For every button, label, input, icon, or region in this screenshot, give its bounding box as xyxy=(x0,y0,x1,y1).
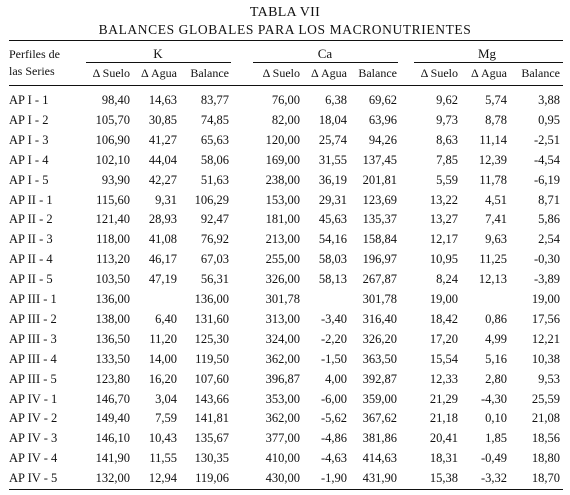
cell-mg-balance: 9,53 xyxy=(538,371,560,386)
cell-mg-agua: 9,63 xyxy=(485,232,507,247)
cell-ca-suelo: 301,78 xyxy=(265,292,300,306)
group-header-mg: Mg xyxy=(477,46,497,61)
cell-k-balance: 136,00 xyxy=(194,292,229,306)
cell-k-balance: 107,60 xyxy=(194,371,229,386)
cell-k-agua: 12,94 xyxy=(148,471,177,486)
cell-k-suelo: 113,20 xyxy=(96,252,130,267)
cell-mg-balance: 2,54 xyxy=(538,232,560,247)
cell-k-suelo: 149,40 xyxy=(95,411,130,426)
cell-k-agua: 30,85 xyxy=(148,112,177,127)
top-rule xyxy=(9,40,563,41)
cell-k-agua: 14,63 xyxy=(148,93,177,107)
subheader-ca-agua: Δ Agua xyxy=(310,66,347,80)
cell-k-agua: 46,17 xyxy=(148,252,177,267)
cell-k-agua: 14,00 xyxy=(148,351,177,366)
cell-k-agua: 42,27 xyxy=(148,172,177,187)
cell-mg-agua: 8,78 xyxy=(485,112,507,127)
cell-mg-agua: 11,25 xyxy=(479,252,507,267)
cell-mg-suelo: 21,29 xyxy=(429,391,458,406)
cell-ca-agua: -2,20 xyxy=(320,331,347,346)
cell-mg-suelo: 8,24 xyxy=(436,272,458,287)
cell-k-suelo: 121,40 xyxy=(95,212,130,227)
cell-mg-agua: 4,51 xyxy=(485,192,507,207)
cell-k-suelo: 98,40 xyxy=(101,93,130,107)
cell-ca-agua: -3,40 xyxy=(320,311,347,326)
cell-mg-agua: 1,85 xyxy=(485,431,507,446)
cell-k-balance: 130,35 xyxy=(194,451,229,466)
cell-ca-agua: 58,13 xyxy=(318,272,347,287)
cell-k-balance: 58,06 xyxy=(200,152,229,167)
cell-k-suelo: 93,90 xyxy=(101,172,130,187)
group-header-k: K xyxy=(153,46,163,61)
group-rule-ca xyxy=(253,62,398,63)
cell-ca-suelo: 255,00 xyxy=(265,252,300,267)
row-label: AP II - 2 xyxy=(9,212,53,227)
cell-k-balance: 56,31 xyxy=(200,272,229,287)
cell-mg-suelo: 17,20 xyxy=(429,331,458,346)
cell-mg-agua: 5,16 xyxy=(485,351,507,366)
cell-k-suelo: 138,00 xyxy=(95,311,130,326)
subheader-k-agua: Δ Agua xyxy=(140,66,177,80)
cell-k-suelo: 136,00 xyxy=(95,292,130,306)
cell-ca-agua: 25,74 xyxy=(318,132,347,147)
cell-ca-suelo: 326,00 xyxy=(265,272,300,287)
table-title: TABLA VII xyxy=(249,5,321,20)
cell-k-suelo: 115,60 xyxy=(96,192,130,207)
cell-mg-agua: 12,39 xyxy=(478,152,507,167)
cell-mg-balance: -3,89 xyxy=(533,272,560,287)
cell-k-suelo: 123,80 xyxy=(95,371,130,386)
cell-k-suelo: 141,90 xyxy=(95,451,130,466)
cell-ca-suelo: 410,00 xyxy=(265,451,300,466)
cell-k-agua: 9,31 xyxy=(155,192,177,207)
cell-mg-agua: 11,14 xyxy=(479,132,507,147)
cell-k-suelo: 133,50 xyxy=(95,351,130,366)
cell-ca-balance: 123,69 xyxy=(362,192,397,207)
subheader-mg-agua: Δ Agua xyxy=(470,66,507,80)
cell-k-agua: 6,40 xyxy=(155,311,177,326)
cell-mg-suelo: 18,31 xyxy=(429,451,458,466)
cell-k-balance: 143,66 xyxy=(194,391,229,406)
cell-k-suelo: 132,00 xyxy=(95,471,130,486)
cell-k-balance: 119,50 xyxy=(195,351,229,366)
row-label: AP III - 4 xyxy=(9,351,57,366)
cell-ca-suelo: 153,00 xyxy=(265,192,300,207)
row-label: AP III - 3 xyxy=(9,331,57,346)
cell-k-suelo: 136,50 xyxy=(95,331,130,346)
cell-ca-balance: 392,87 xyxy=(362,371,397,386)
cell-mg-balance: 10,38 xyxy=(531,351,560,366)
cell-k-balance: 83,77 xyxy=(200,93,229,107)
cell-k-balance: 76,92 xyxy=(200,232,229,247)
cell-mg-balance: 8,71 xyxy=(538,192,560,207)
cell-k-agua: 47,19 xyxy=(148,272,177,287)
cell-mg-agua: 7,41 xyxy=(485,212,507,227)
cell-k-balance: 135,67 xyxy=(194,431,229,446)
row-label: AP I - 3 xyxy=(9,132,49,147)
cell-mg-balance: 0,95 xyxy=(538,112,560,127)
row-label: AP IV - 1 xyxy=(9,391,58,406)
cell-mg-suelo: 9,62 xyxy=(436,93,458,107)
cell-mg-agua: 12,13 xyxy=(478,272,507,287)
row-label: AP I - 2 xyxy=(9,112,49,127)
cell-mg-balance: 19,00 xyxy=(531,292,560,306)
cell-ca-balance: 135,37 xyxy=(362,212,397,227)
row-label: AP IV - 5 xyxy=(9,471,58,486)
cell-ca-suelo: 238,00 xyxy=(265,172,300,187)
cell-mg-agua: 5,74 xyxy=(485,93,507,107)
cell-k-suelo: 118,00 xyxy=(96,232,130,247)
cell-ca-suelo: 324,00 xyxy=(265,331,300,346)
cell-ca-suelo: 169,00 xyxy=(265,152,300,167)
row-label: AP IV - 3 xyxy=(9,431,58,446)
cell-k-balance: 74,85 xyxy=(200,112,229,127)
cell-k-agua: 7,59 xyxy=(155,411,177,426)
cell-mg-balance: -2,51 xyxy=(533,132,560,147)
cell-ca-agua: -1,90 xyxy=(320,471,347,486)
cell-k-suelo: 146,70 xyxy=(95,391,130,406)
row-label: AP II - 1 xyxy=(9,192,53,207)
cell-mg-suelo: 20,41 xyxy=(429,431,458,446)
header-rule xyxy=(9,85,563,86)
cell-ca-balance: 431,90 xyxy=(362,471,397,486)
cell-ca-balance: 201,81 xyxy=(362,172,397,187)
cell-ca-agua: 45,63 xyxy=(318,212,347,227)
cell-ca-agua: -4,63 xyxy=(320,451,347,466)
subheader-ca-suelo: Δ Suelo xyxy=(262,66,300,80)
cell-mg-suelo: 9,73 xyxy=(436,112,458,127)
cell-mg-agua: 0,86 xyxy=(485,311,507,326)
cell-ca-balance: 301,78 xyxy=(362,292,397,306)
table-subtitle: BALANCES GLOBALES PARA LOS MACRONUTRIENTES xyxy=(98,22,472,37)
cell-mg-suelo: 8,63 xyxy=(436,132,458,147)
cell-ca-suelo: 362,00 xyxy=(265,351,300,366)
cell-ca-balance: 414,63 xyxy=(362,451,397,466)
cell-ca-balance: 359,00 xyxy=(362,391,397,406)
cell-k-agua: 10,43 xyxy=(148,431,177,446)
row-label: AP IV - 4 xyxy=(9,451,58,466)
cell-mg-suelo: 10,95 xyxy=(429,252,458,267)
cell-k-balance: 141,81 xyxy=(194,411,229,426)
cell-ca-suelo: 362,00 xyxy=(265,411,300,426)
cell-ca-suelo: 396,87 xyxy=(265,371,300,386)
cell-ca-agua: 36,19 xyxy=(318,172,347,187)
cell-k-balance: 131,60 xyxy=(194,311,229,326)
stub-header-line-1: Perfiles de xyxy=(9,47,60,61)
cell-ca-suelo: 82,00 xyxy=(271,112,300,127)
cell-mg-balance: 3,88 xyxy=(538,93,560,107)
cell-ca-balance: 196,97 xyxy=(362,252,397,267)
cell-mg-agua: 11,78 xyxy=(479,172,507,187)
cell-ca-agua: 18,04 xyxy=(318,112,347,127)
cell-k-balance: 92,47 xyxy=(200,212,229,227)
cell-mg-suelo: 21,18 xyxy=(429,411,458,426)
cell-mg-suelo: 12,33 xyxy=(429,371,458,386)
stub-header-line-2: las Series xyxy=(9,64,55,78)
cell-mg-suelo: 18,42 xyxy=(429,311,458,326)
cell-k-agua: 3,04 xyxy=(155,391,177,406)
row-label: AP III - 5 xyxy=(9,371,57,386)
group-rule-k xyxy=(86,62,231,63)
cell-ca-agua: 31,55 xyxy=(318,152,347,167)
cell-ca-balance: 63,96 xyxy=(368,112,397,127)
cell-ca-suelo: 377,00 xyxy=(265,431,300,446)
row-label: AP I - 5 xyxy=(9,172,49,187)
cell-ca-agua: -6,00 xyxy=(320,391,347,406)
cell-ca-balance: 267,87 xyxy=(362,272,397,287)
cell-mg-suelo: 15,54 xyxy=(429,351,458,366)
cell-k-suelo: 102,10 xyxy=(95,152,130,167)
row-label: AP I - 1 xyxy=(9,93,49,107)
group-header-ca: Ca xyxy=(317,46,333,61)
cell-ca-balance: 94,26 xyxy=(368,132,397,147)
cell-ca-agua: 29,31 xyxy=(318,192,347,207)
cell-ca-suelo: 76,00 xyxy=(271,93,300,107)
cell-mg-agua: 2,80 xyxy=(485,371,507,386)
subheader-mg-suelo: Δ Suelo xyxy=(420,66,458,80)
cell-mg-balance: 12,21 xyxy=(531,331,560,346)
row-label: AP IV - 2 xyxy=(9,411,58,426)
subheader-k-suelo: Δ Suelo xyxy=(92,66,130,80)
cell-ca-agua: 58,03 xyxy=(318,252,347,267)
subheader-k-balance: Balance xyxy=(190,66,229,80)
row-label: AP III - 1 xyxy=(9,292,57,306)
cell-ca-suelo: 353,00 xyxy=(265,391,300,406)
cell-k-agua: 11,20 xyxy=(149,331,177,346)
bottom-rule xyxy=(9,489,563,490)
cell-mg-balance: 21,08 xyxy=(531,411,560,426)
cell-ca-agua: 54,16 xyxy=(318,232,347,247)
cell-k-suelo: 106,90 xyxy=(95,132,130,147)
cell-mg-balance: -4,54 xyxy=(533,152,560,167)
cell-ca-agua: 6,38 xyxy=(325,93,347,107)
cell-k-suelo: 105,70 xyxy=(95,112,130,127)
cell-mg-agua: -0,49 xyxy=(480,451,507,466)
cell-ca-balance: 367,62 xyxy=(362,411,397,426)
cell-ca-balance: 381,86 xyxy=(362,431,397,446)
row-label: AP II - 5 xyxy=(9,272,53,287)
row-label: AP I - 4 xyxy=(9,152,49,167)
cell-k-balance: 106,29 xyxy=(194,192,229,207)
cell-mg-agua: -3,32 xyxy=(480,471,507,486)
row-label: AP II - 4 xyxy=(9,252,53,267)
cell-mg-balance: -6,19 xyxy=(533,172,560,187)
cell-mg-suelo: 13,22 xyxy=(429,192,458,207)
cell-mg-agua: 0,10 xyxy=(485,411,507,426)
cell-ca-balance: 363,50 xyxy=(362,351,397,366)
cell-ca-suelo: 181,00 xyxy=(265,212,300,227)
subheader-mg-balance: Balance xyxy=(521,66,560,80)
cell-k-balance: 65,63 xyxy=(200,132,229,147)
cell-ca-suelo: 213,00 xyxy=(265,232,300,247)
cell-ca-agua: -5,62 xyxy=(320,411,347,426)
cell-mg-suelo: 12,17 xyxy=(429,232,458,247)
cell-k-agua: 41,08 xyxy=(148,232,177,247)
group-rule-mg xyxy=(414,62,563,63)
cell-mg-balance: 18,70 xyxy=(531,471,560,486)
cell-mg-suelo: 19,00 xyxy=(429,292,458,306)
cell-k-agua: 16,20 xyxy=(148,371,177,386)
subheader-ca-balance: Balance xyxy=(358,66,397,80)
cell-k-balance: 119,06 xyxy=(195,471,229,486)
cell-ca-suelo: 430,00 xyxy=(265,471,300,486)
cell-k-agua: 28,93 xyxy=(148,212,177,227)
cell-k-agua: 41,27 xyxy=(148,132,177,147)
cell-k-balance: 125,30 xyxy=(194,331,229,346)
cell-ca-agua: 4,00 xyxy=(325,371,347,386)
cell-ca-agua: -4,86 xyxy=(320,431,347,446)
cell-ca-suelo: 120,00 xyxy=(265,132,300,147)
cell-ca-balance: 137,45 xyxy=(362,152,397,167)
cell-mg-suelo: 5,59 xyxy=(436,172,458,187)
cell-mg-suelo: 7,85 xyxy=(436,152,458,167)
row-label: AP II - 3 xyxy=(9,232,53,247)
row-label: AP III - 2 xyxy=(9,311,57,326)
cell-mg-balance: 25,59 xyxy=(531,391,560,406)
cell-mg-suelo: 13,27 xyxy=(429,212,458,227)
cell-mg-balance: 18,80 xyxy=(531,451,560,466)
cell-k-balance: 67,03 xyxy=(200,252,229,267)
cell-k-suelo: 103,50 xyxy=(95,272,130,287)
cell-ca-balance: 158,84 xyxy=(362,232,397,247)
cell-mg-suelo: 15,38 xyxy=(429,471,458,486)
cell-k-balance: 51,63 xyxy=(200,172,229,187)
cell-mg-balance: 5,86 xyxy=(538,212,560,227)
cell-ca-balance: 69,62 xyxy=(368,93,397,107)
cell-ca-agua: -1,50 xyxy=(320,351,347,366)
cell-mg-balance: 17,56 xyxy=(531,311,560,326)
cell-mg-balance: 18,56 xyxy=(531,431,560,446)
cell-ca-balance: 316,40 xyxy=(362,311,397,326)
cell-mg-agua: 4,99 xyxy=(485,331,507,346)
cell-k-agua: 44,04 xyxy=(148,152,177,167)
cell-k-agua: 11,55 xyxy=(149,451,177,466)
cell-mg-balance: -0,30 xyxy=(533,252,560,267)
cell-k-suelo: 146,10 xyxy=(95,431,130,446)
cell-mg-agua: -4,30 xyxy=(480,391,507,406)
cell-ca-balance: 326,20 xyxy=(362,331,397,346)
cell-ca-suelo: 313,00 xyxy=(265,311,300,326)
